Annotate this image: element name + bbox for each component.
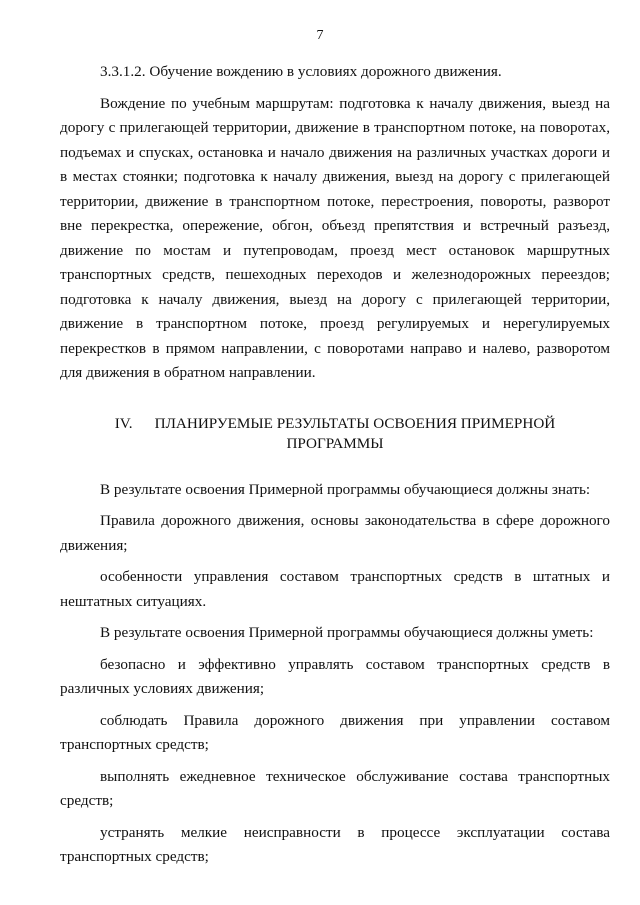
chapter-title-line1: ПЛАНИРУЕМЫЕ РЕЗУЛЬТАТЫ ОСВОЕНИЯ ПРИМЕРНОЙ (154, 414, 556, 432)
chapter-title-line2: ПРОГРАММЫ (286, 434, 384, 452)
know-intro: В результате освоения Примерной программы обучающиеся должны знать: (100, 480, 591, 498)
section-title: 3.3.1.2. Обучение вождению в условиях дорожного движения. (100, 63, 502, 80)
document-body (60, 60, 610, 870)
able-item: выполнять ежедневное техническое обслуживание состава транспортных средств; (60, 767, 610, 809)
able-item: соблюдать Правила дорожного движения при управлении составом транспортных средств; (60, 711, 610, 753)
able-intro: В результате освоения Примерной программы обучающиеся должны уметь: (100, 624, 594, 641)
able-item: устранять мелкие неисправности в процессе эксплуатации состава транспортных средств; (60, 823, 610, 865)
able-item: безопасно и эффективно управлять составом транспортных средств в различных условиях движения; (60, 655, 610, 697)
page-number: 7 (316, 28, 324, 43)
know-item: особенности управления составом транспортных средств в штатных и нештатных ситуациях. (60, 568, 610, 610)
know-item: Правила дорожного движения, основы законодательства в сфере дорожного движения; (60, 512, 610, 554)
chapter-number: IV. (114, 414, 133, 432)
chapter-heading-line1 (60, 414, 610, 434)
chapter-heading (60, 414, 610, 454)
section-body: Вождение по учебным маршрутам: подготовка к началу движения, выезд на дорогу с прилегающей территории, движение в транспортном потоке, на поворотах, подъемах и спусках, остановка и начало движения на различных участках дороги и в местах стоянки; подготовка к началу движения, выезд на дорогу с прилегающей территории, движение в транспортном потоке, перестроения, повороты, разворот вне перекрестка, опережение, обгон, объезд препятствия и встречный разъезд, движение по мостам и путепроводам, проезд мест остановок маршрутных транспортных средств, пешеходных переходов и железнодорожных переездов; подготовка к началу движения, выезд на дорогу с прилегающей территории, движение в транспортном потоке, проезд регулируемых и нерегулируемых перекрестков в прямом направлении, с поворотами направо и налево, разворотом для движения в обратном направлении. (60, 94, 610, 381)
